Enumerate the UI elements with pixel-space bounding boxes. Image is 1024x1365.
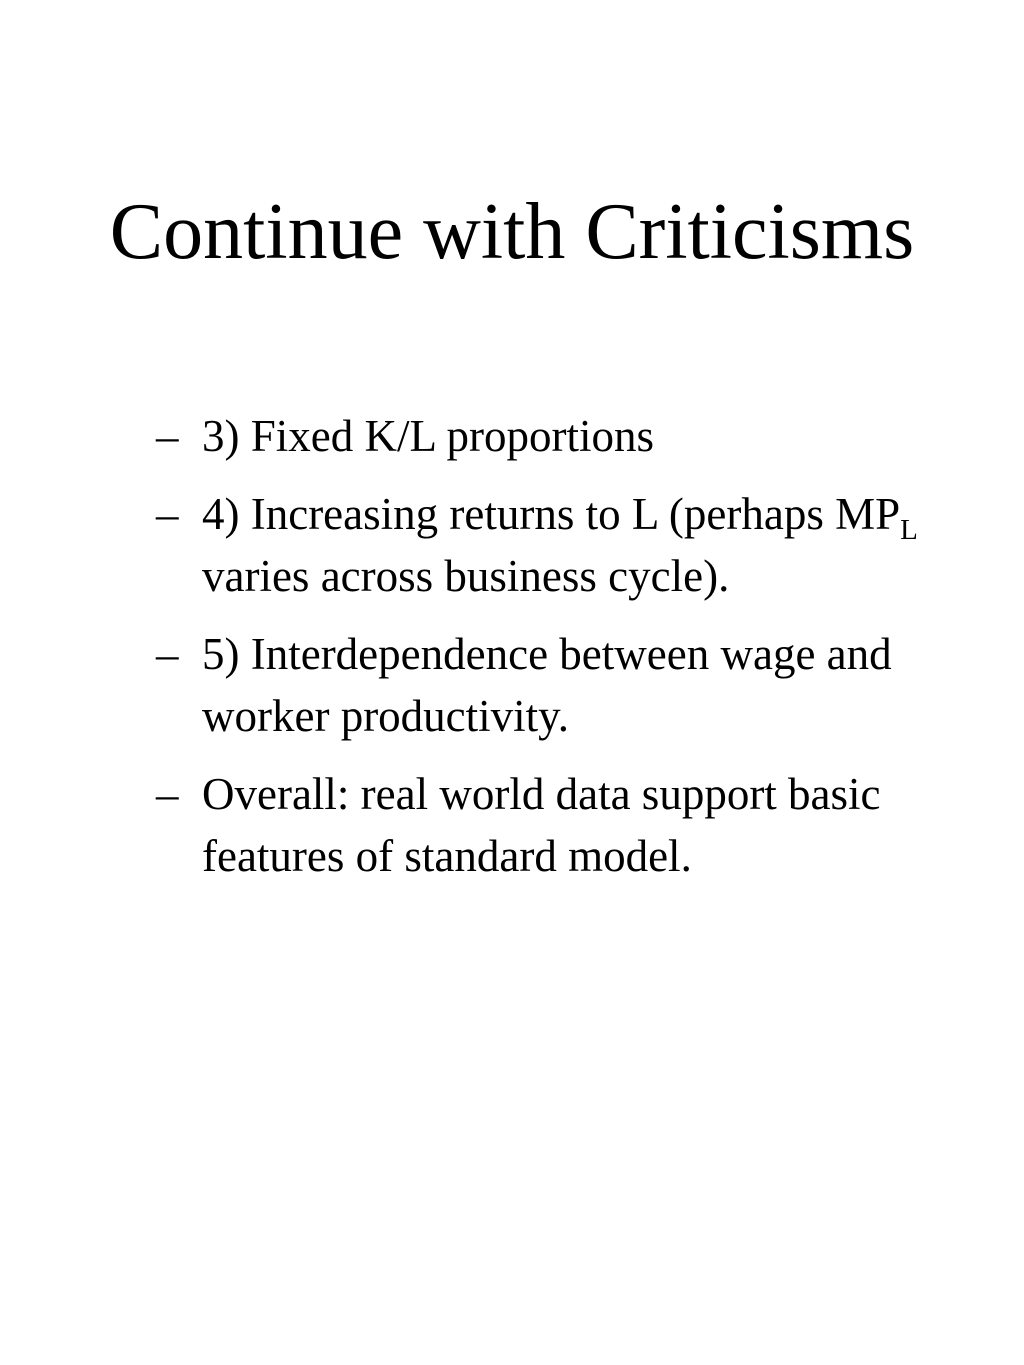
- bullet-item-3: [156, 623, 956, 747]
- subscript-l: L: [900, 514, 918, 546]
- slide-title: Continue with Criticisms: [109, 188, 915, 276]
- bullet-list: [156, 405, 956, 903]
- bullet-dash: –: [156, 769, 179, 819]
- bullet-item-1: [156, 405, 956, 467]
- bullet-dash: –: [156, 629, 179, 679]
- bullet-dash: –: [156, 489, 179, 539]
- bullet-item-2: [156, 483, 956, 607]
- bullet-text: 5) Interdependence between wage and worker productivity.: [202, 629, 892, 741]
- bullet-text: Overall: real world data support basic features of standard model.: [202, 769, 881, 881]
- bullet-text: 4) Increasing returns to L (perhaps MP: [202, 489, 901, 539]
- bullet-item-4: [156, 763, 956, 887]
- bullet-text: 3) Fixed K/L proportions: [202, 411, 655, 461]
- bullet-text-continued: varies across business cycle).: [202, 551, 730, 601]
- bullet-dash: –: [156, 411, 179, 461]
